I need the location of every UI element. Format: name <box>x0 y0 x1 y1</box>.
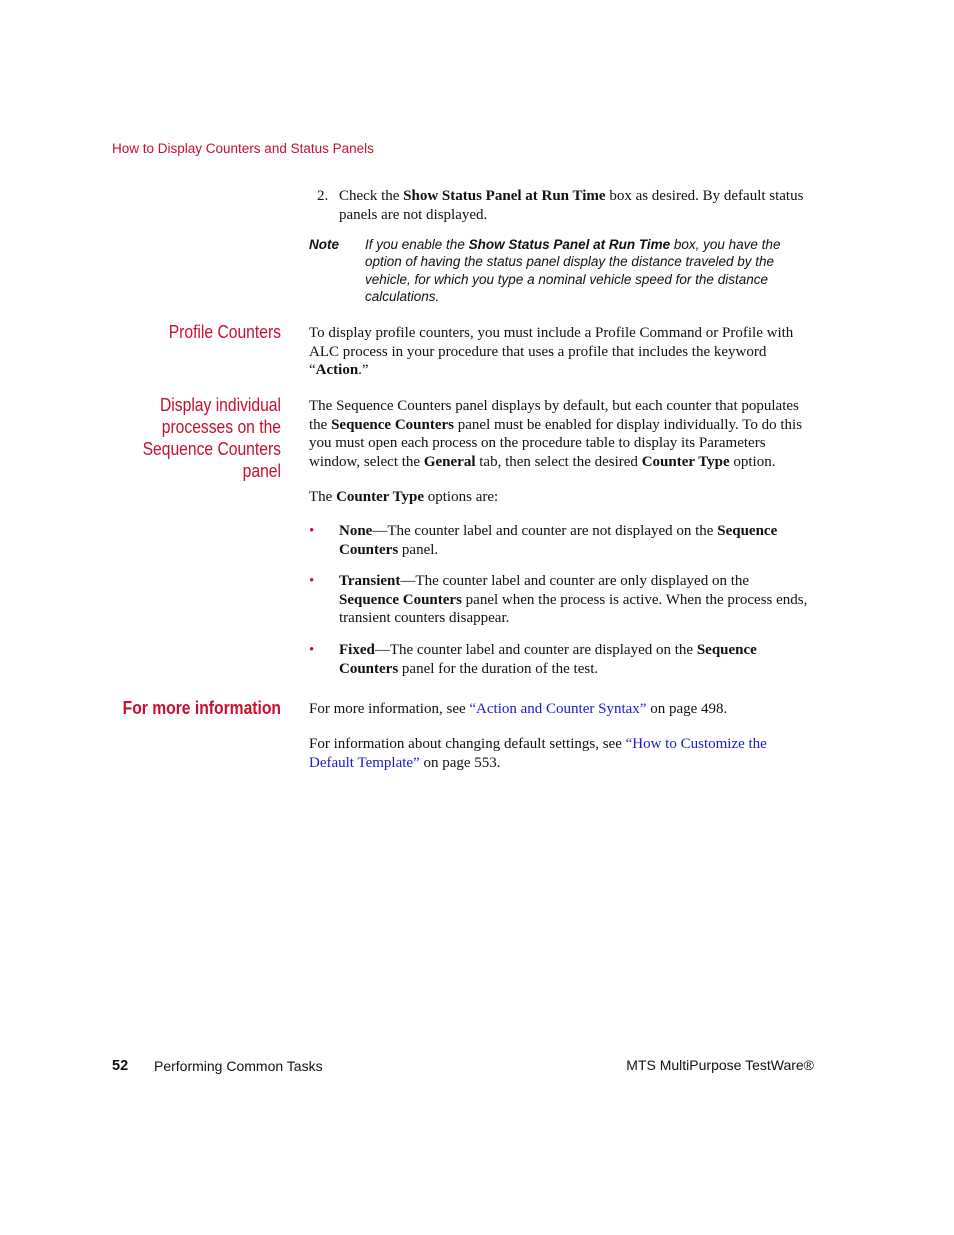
heading-line: processes on the <box>161 417 281 437</box>
bullet-text: Transient—The counter label and counter are only displayed on the Sequence Counters panel when the process is active. When the process ends, transient counters disappear. <box>339 573 808 627</box>
heading-line: Sequence Counters <box>142 439 281 459</box>
bullet-dot: • <box>309 642 315 658</box>
display-individual-p1: The Sequence Counters panel displays by default, but each counter that populates the Sequence Counters panel must be enabled for display individually. To do this you must open each process on the procedure table to display its Parameters window, select the General tab, then select the desired Counter Type option. <box>309 398 803 470</box>
link-action-counter-syntax[interactable]: “Action and Counter Syntax” <box>469 701 647 717</box>
bullet-dot: • <box>309 523 315 539</box>
more-info-p2: For information about changing default settings, see “How to Customize the Default Template” on page 553. <box>309 736 767 771</box>
heading-line: panel <box>242 461 281 481</box>
bullet-list-item <box>309 641 819 678</box>
heading-profile-counters: Profile Counters <box>168 322 281 342</box>
profile-counters-text: To display profile counters, you must include a Profile Command or Profile with ALC process in your procedure that uses a profile that includes the keyword “Action.” <box>309 325 794 379</box>
heading-display-individual <box>81 394 281 482</box>
footer-product: MTS MultiPurpose TestWare® <box>626 1057 814 1073</box>
page-number: 52 <box>112 1058 129 1074</box>
step-number: 2. <box>317 188 329 204</box>
footer-section: Performing Common Tasks <box>154 1058 323 1074</box>
more-info-p1: For more information, see “Action and Counter Syntax” on page 498. <box>309 701 728 717</box>
heading-line: Display individual <box>160 395 281 415</box>
bullet-text: Fixed—The counter label and counter are displayed on the Sequence Counters panel for the duration of the test. <box>339 642 757 677</box>
step-2 <box>317 187 817 224</box>
note-label: Note <box>309 237 339 252</box>
bullet-list-item <box>309 572 819 628</box>
bullet-dot: • <box>309 573 315 589</box>
note-text: If you enable the Show Status Panel at Run Time box, you have the option of having the status panel display the distance traveled by the vehicle, for which you type a nominal vehicle speed for the distance calculations. <box>365 237 781 305</box>
display-individual-p2: The Counter Type options are: <box>309 489 499 505</box>
link-customize-default-template[interactable]: “How to Customize the Default Template” <box>309 736 767 771</box>
heading-for-more-information: For more information <box>122 698 282 718</box>
bullet-list-item <box>309 522 819 559</box>
step-2-text: Check the Show Status Panel at Run Time box as desired. By default status panels are not displayed. <box>339 188 804 223</box>
bullet-text: None—The counter label and counter are not displayed on the Sequence Counters panel. <box>339 523 778 558</box>
running-header: How to Display Counters and Status Panels <box>112 141 374 156</box>
